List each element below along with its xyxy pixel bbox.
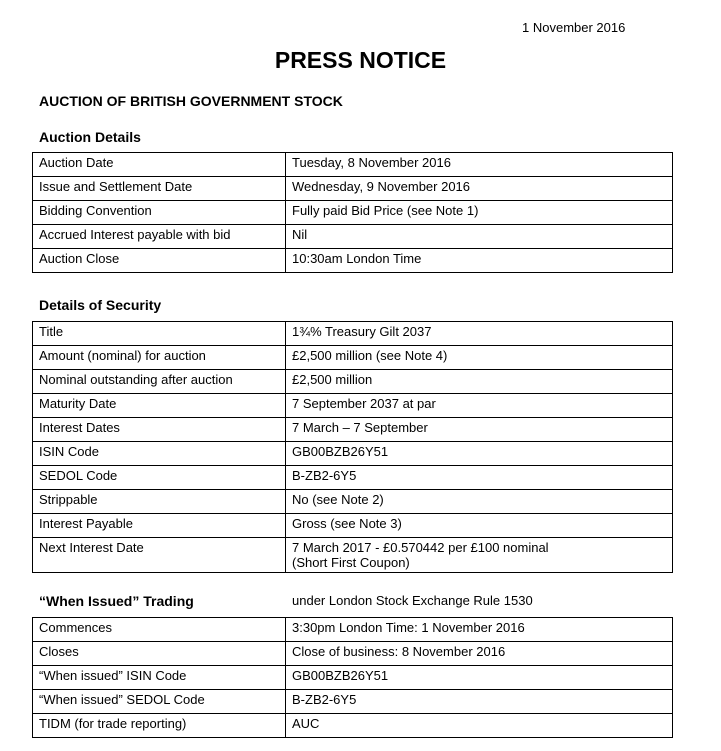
table-row (33, 538, 673, 573)
row-label: Auction Date (33, 153, 286, 177)
row-label: Maturity Date (33, 394, 286, 418)
row-value: Wednesday, 9 November 2016 (286, 177, 673, 201)
page-title: PRESS NOTICE (274, 47, 447, 73)
row-label: Strippable (33, 490, 286, 514)
auction-details-table (32, 152, 673, 273)
row-label: “When issued” ISIN Code (33, 666, 286, 690)
document-date: 1 November 2016 (522, 20, 626, 35)
row-label: “When issued” SEDOL Code (33, 690, 286, 714)
table-row (33, 690, 673, 714)
row-label: Next Interest Date (33, 538, 286, 573)
row-value: £2,500 million (286, 370, 673, 394)
when-issued-table (32, 617, 673, 738)
row-label: Closes (33, 642, 286, 666)
row-label: Interest Payable (33, 514, 286, 538)
table-row (33, 418, 673, 442)
row-value: Tuesday, 8 November 2016 (286, 153, 673, 177)
row-label: Issue and Settlement Date (33, 177, 286, 201)
table-row (33, 642, 673, 666)
table-row (33, 322, 673, 346)
table-row (33, 153, 673, 177)
table-row (33, 666, 673, 690)
table-row (33, 442, 673, 466)
row-value: 1¾% Treasury Gilt 2037 (286, 322, 673, 346)
when-issued-side-note: under London Stock Exchange Rule 1530 (292, 593, 533, 608)
row-label: Bidding Convention (33, 201, 286, 225)
table-row (33, 618, 673, 642)
table-row (33, 370, 673, 394)
table-row (33, 225, 673, 249)
row-value: Nil (286, 225, 673, 249)
row-value: £2,500 million (see Note 4) (286, 346, 673, 370)
row-value: 3:30pm London Time: 1 November 2016 (286, 618, 673, 642)
row-value: B-ZB2-6Y5 (286, 690, 673, 714)
row-value: B-ZB2-6Y5 (286, 466, 673, 490)
security-details-table (32, 321, 673, 573)
row-value: 10:30am London Time (286, 249, 673, 273)
row-label: Nominal outstanding after auction (33, 370, 286, 394)
row-value: No (see Note 2) (286, 490, 673, 514)
row-label: Commences (33, 618, 286, 642)
row-value-line: 7 March 2017 - £0.570442 per £100 nominal (292, 540, 549, 555)
security-details-heading: Details of Security (39, 297, 162, 313)
row-value: Close of business: 8 November 2016 (286, 642, 673, 666)
row-value: GB00BZB26Y51 (286, 666, 673, 690)
when-issued-heading: “When Issued” Trading (39, 593, 194, 609)
row-label: TIDM (for trade reporting) (33, 714, 286, 738)
table-row (33, 490, 673, 514)
row-label: SEDOL Code (33, 466, 286, 490)
row-label: Accrued Interest payable with bid (33, 225, 286, 249)
row-value (286, 538, 673, 573)
row-label: Interest Dates (33, 418, 286, 442)
row-value: 7 September 2037 at par (286, 394, 673, 418)
table-row (33, 466, 673, 490)
table-row (33, 177, 673, 201)
table-row (33, 514, 673, 538)
row-value: GB00BZB26Y51 (286, 442, 673, 466)
table-row (33, 201, 673, 225)
row-label: ISIN Code (33, 442, 286, 466)
auction-details-heading: Auction Details (39, 129, 141, 145)
row-label: Amount (nominal) for auction (33, 346, 286, 370)
row-value: Fully paid Bid Price (see Note 1) (286, 201, 673, 225)
row-value: AUC (286, 714, 673, 738)
row-value-line: (Short First Coupon) (292, 555, 410, 570)
row-value: Gross (see Note 3) (286, 514, 673, 538)
document-subtitle: AUCTION OF BRITISH GOVERNMENT STOCK (39, 93, 343, 109)
row-value: 7 March – 7 September (286, 418, 673, 442)
row-label: Title (33, 322, 286, 346)
table-row (33, 714, 673, 738)
table-row (33, 346, 673, 370)
table-row (33, 394, 673, 418)
row-label: Auction Close (33, 249, 286, 273)
table-row (33, 249, 673, 273)
